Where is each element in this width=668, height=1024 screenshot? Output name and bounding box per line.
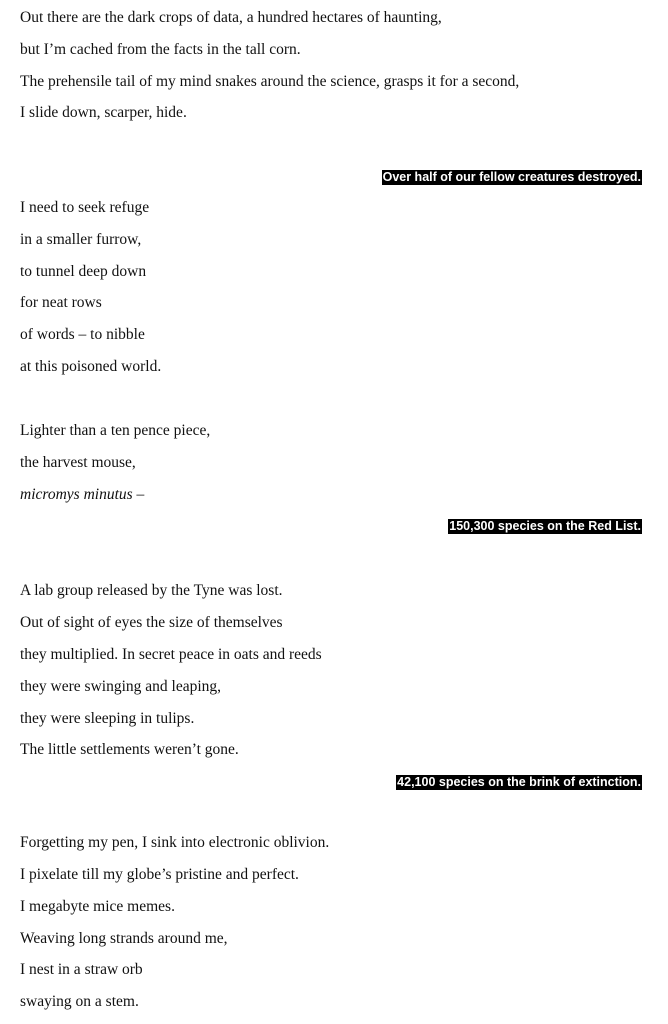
poem-line: The little settlements weren’t gone. xyxy=(20,741,239,758)
poem-line: to tunnel deep down xyxy=(20,263,147,280)
poem-line: Forgetting my pen, I sink into electronic oblivion. xyxy=(20,834,330,851)
poem-line: for neat rows xyxy=(20,294,102,311)
poem-line: Weaving long strands around me, xyxy=(20,930,228,947)
poem-line: but I’m cached from the facts in the tall corn. xyxy=(20,41,301,58)
poem-line: I nest in a straw orb xyxy=(20,961,143,978)
poem-line: The prehensile tail of my mind snakes around the science, grasps it for a second, xyxy=(20,73,520,90)
poem-line: they were sleeping in tulips. xyxy=(20,710,195,727)
poem-line: they were swinging and leaping, xyxy=(20,678,222,695)
poem-line: at this poisoned world. xyxy=(20,358,162,375)
poem-line: Lighter than a ten pence piece, xyxy=(20,422,211,439)
poem-line: I pixelate till my globe’s pristine and perfect. xyxy=(20,866,299,883)
poem-line: A lab group released by the Tyne was lost. xyxy=(20,582,283,599)
fact-banner: 150,300 species on the Red List. xyxy=(449,519,641,533)
fact-banner: 42,100 species on the brink of extinction. xyxy=(397,775,641,789)
poem-line: I megabyte mice memes. xyxy=(20,898,175,915)
poem-line: I slide down, scarper, hide. xyxy=(20,104,187,121)
poem-line: Out of sight of eyes the size of themselves xyxy=(20,614,283,631)
poem-line: in a smaller furrow, xyxy=(20,231,142,248)
poem-line: swaying on a stem. xyxy=(20,993,139,1010)
fact-banner: Over half of our fellow creatures destroyed. xyxy=(382,170,641,184)
poem-line: they multiplied. In secret peace in oats and reeds xyxy=(20,646,322,663)
poem-line: I need to seek refuge xyxy=(20,199,150,216)
poem-line: the harvest mouse, xyxy=(20,454,136,471)
poem-line: Out there are the dark crops of data, a hundred hectares of haunting, xyxy=(20,9,442,26)
poem-line-italic: micromys minutus – xyxy=(20,486,145,503)
poem-line: of words – to nibble xyxy=(20,326,145,343)
